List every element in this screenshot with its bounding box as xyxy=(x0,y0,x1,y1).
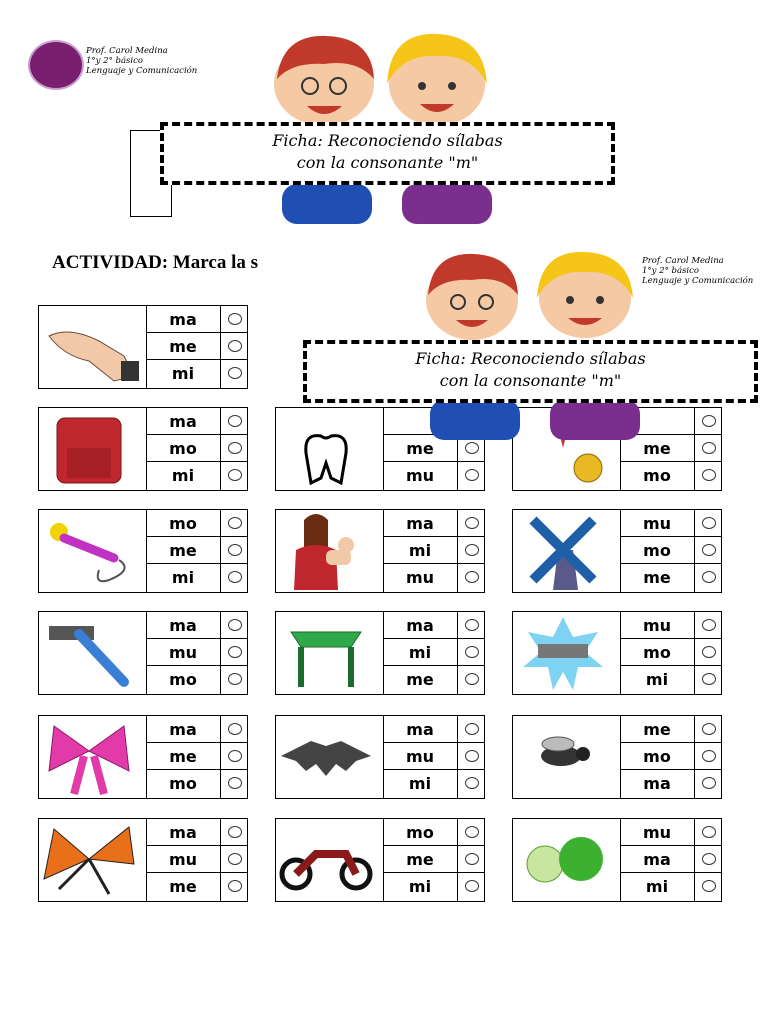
syllable-option: mi xyxy=(146,564,221,592)
syllable-option: ma xyxy=(620,846,695,873)
syllable-option: me xyxy=(146,743,221,770)
answer-bubble[interactable] xyxy=(458,564,484,591)
teacher-info xyxy=(86,46,197,76)
school-logo xyxy=(28,40,84,90)
answer-bubble[interactable] xyxy=(695,462,721,489)
answer-bubble[interactable] xyxy=(221,743,247,770)
syllable-option: mo xyxy=(146,435,221,462)
motorcycle-icon xyxy=(276,819,384,901)
answer-bubble[interactable] xyxy=(458,716,484,743)
answer-bubble[interactable] xyxy=(695,537,721,564)
syllable-option: ma xyxy=(146,408,221,435)
syllable-option: ma xyxy=(146,716,221,743)
answer-bubble[interactable] xyxy=(695,770,721,797)
syllable-card xyxy=(275,818,485,902)
hammer-icon xyxy=(39,612,147,694)
answer-bubble[interactable] xyxy=(458,462,484,489)
windmill-icon xyxy=(513,510,621,592)
syllable-option: mi xyxy=(146,462,221,490)
syllable-option: mo xyxy=(620,537,695,564)
answer-bubble[interactable] xyxy=(221,846,247,873)
syllable-option: me xyxy=(383,666,458,694)
answer-bubble[interactable] xyxy=(221,819,247,846)
syllable-card xyxy=(275,715,485,799)
syllable-option: ma xyxy=(383,612,458,639)
title-overlay-line2: con la consonante "m" xyxy=(439,371,622,390)
syllable-option: mi xyxy=(383,873,458,901)
syllable-option: me xyxy=(146,333,221,360)
teacher-info-2 xyxy=(642,256,753,286)
teacher-grade-2: 1°y 2° básico xyxy=(642,266,699,276)
answer-bubble[interactable] xyxy=(221,306,247,333)
syllable-option: mo xyxy=(620,639,695,666)
answer-bubble[interactable] xyxy=(458,819,484,846)
answer-bubble[interactable] xyxy=(695,846,721,873)
answer-bubble[interactable] xyxy=(695,743,721,770)
answer-bubble[interactable] xyxy=(458,510,484,537)
answer-bubble[interactable] xyxy=(221,537,247,564)
answer-bubble[interactable] xyxy=(221,564,247,591)
syllable-option: me xyxy=(383,435,458,462)
answer-bubble[interactable] xyxy=(221,408,247,435)
answer-bubble[interactable] xyxy=(695,612,721,639)
syllable-option: me xyxy=(146,873,221,901)
answer-bubble[interactable] xyxy=(221,639,247,666)
answer-bubble[interactable] xyxy=(695,510,721,537)
answer-bubble[interactable] xyxy=(695,873,721,900)
answer-bubble[interactable] xyxy=(695,819,721,846)
syllable-card xyxy=(512,715,722,799)
fly-icon xyxy=(513,716,621,798)
teacher-subject: Lenguaje y Comunicación xyxy=(86,66,198,76)
answer-bubble[interactable] xyxy=(458,873,484,900)
answer-bubble[interactable] xyxy=(221,873,247,900)
answer-bubble[interactable] xyxy=(458,743,484,770)
bow-icon xyxy=(39,716,147,798)
syllable-option: mo xyxy=(146,510,221,537)
answer-bubble[interactable] xyxy=(221,612,247,639)
title-overlay-line1: Ficha: Reconociendo sílabas xyxy=(415,349,646,368)
answer-bubble[interactable] xyxy=(221,716,247,743)
syllable-option: ma xyxy=(383,510,458,537)
bat-icon xyxy=(276,716,384,798)
teacher-subject-2: Lenguaje y Comunicación xyxy=(642,276,754,286)
answer-bubble[interactable] xyxy=(695,666,721,693)
answer-bubble[interactable] xyxy=(695,435,721,462)
answer-bubble[interactable] xyxy=(221,666,247,693)
syllable-option: mo xyxy=(146,770,221,798)
syllable-option: mu xyxy=(383,462,458,490)
title-box-overlay xyxy=(303,340,758,403)
answer-bubble[interactable] xyxy=(695,408,721,435)
title-line1: Ficha: Reconociendo sílabas xyxy=(272,131,503,150)
syllable-option: ma xyxy=(146,819,221,846)
table-icon xyxy=(276,612,384,694)
answer-bubble[interactable] xyxy=(458,770,484,797)
syllable-card xyxy=(512,509,722,593)
syllable-option: mu xyxy=(146,846,221,873)
answer-bubble[interactable] xyxy=(458,846,484,873)
syllable-card xyxy=(275,611,485,695)
answer-bubble[interactable] xyxy=(458,612,484,639)
answer-bubble[interactable] xyxy=(695,716,721,743)
answer-bubble[interactable] xyxy=(458,537,484,564)
answer-bubble[interactable] xyxy=(458,639,484,666)
answer-bubble[interactable] xyxy=(221,462,247,489)
syllable-option: me xyxy=(620,435,695,462)
tooth-icon xyxy=(276,408,384,490)
syllable-option: me xyxy=(620,564,695,592)
syllable-option: mi xyxy=(383,639,458,666)
answer-bubble[interactable] xyxy=(695,639,721,666)
syllable-card xyxy=(512,818,722,902)
butterfly-icon xyxy=(39,819,147,901)
teacher-name: Prof. Carol Medina xyxy=(86,46,168,56)
syllable-card xyxy=(38,611,248,695)
teacher-name-2: Prof. Carol Medina xyxy=(642,256,724,266)
syllable-card xyxy=(275,509,485,593)
syllable-option: mi xyxy=(383,537,458,564)
activity-instruction: ACTIVIDAD: Marca la s xyxy=(52,252,258,273)
mother-baby-icon xyxy=(276,510,384,592)
syllable-option: mu xyxy=(620,612,695,639)
syllable-option: mu xyxy=(383,743,458,770)
mattress-icon xyxy=(513,612,621,694)
syllable-option: mi xyxy=(620,666,695,694)
syllable-card xyxy=(38,509,248,593)
syllable-option: mu xyxy=(620,510,695,537)
syllable-option: me xyxy=(383,846,458,873)
backpack-icon xyxy=(39,408,147,490)
title-box xyxy=(160,122,615,185)
answer-bubble[interactable] xyxy=(221,510,247,537)
answer-bubble[interactable] xyxy=(695,564,721,591)
syllable-option: ma xyxy=(383,716,458,743)
syllable-card xyxy=(38,818,248,902)
answer-bubble[interactable] xyxy=(221,770,247,797)
syllable-option: mu xyxy=(383,564,458,592)
answer-bubble[interactable] xyxy=(221,360,247,387)
syllable-option: mo xyxy=(620,743,695,770)
answer-bubble[interactable] xyxy=(458,666,484,693)
syllable-option: me xyxy=(146,537,221,564)
answer-bubble[interactable] xyxy=(221,333,247,360)
teacher-grade: 1°y 2° básico xyxy=(86,56,143,66)
syllable-option: mo xyxy=(620,462,695,490)
syllable-option: mu xyxy=(620,819,695,846)
syllable-card xyxy=(512,611,722,695)
microphone-icon xyxy=(39,510,147,592)
apple-icon xyxy=(513,819,621,901)
syllable-option: ma xyxy=(146,612,221,639)
answer-bubble[interactable] xyxy=(221,435,247,462)
syllable-option: me xyxy=(620,716,695,743)
syllable-card xyxy=(38,715,248,799)
title-line2: con la consonante "m" xyxy=(296,153,479,172)
syllable-option: ma xyxy=(146,306,221,333)
syllable-card xyxy=(38,305,248,389)
syllable-option: mo xyxy=(383,819,458,846)
syllable-option: mi xyxy=(620,873,695,901)
hand-icon xyxy=(39,306,147,388)
syllable-option: mo xyxy=(146,666,221,694)
syllable-option: mi xyxy=(383,770,458,798)
syllable-option: mu xyxy=(146,639,221,666)
syllable-card xyxy=(38,407,248,491)
syllable-option: ma xyxy=(620,770,695,798)
syllable-option: mi xyxy=(146,360,221,388)
